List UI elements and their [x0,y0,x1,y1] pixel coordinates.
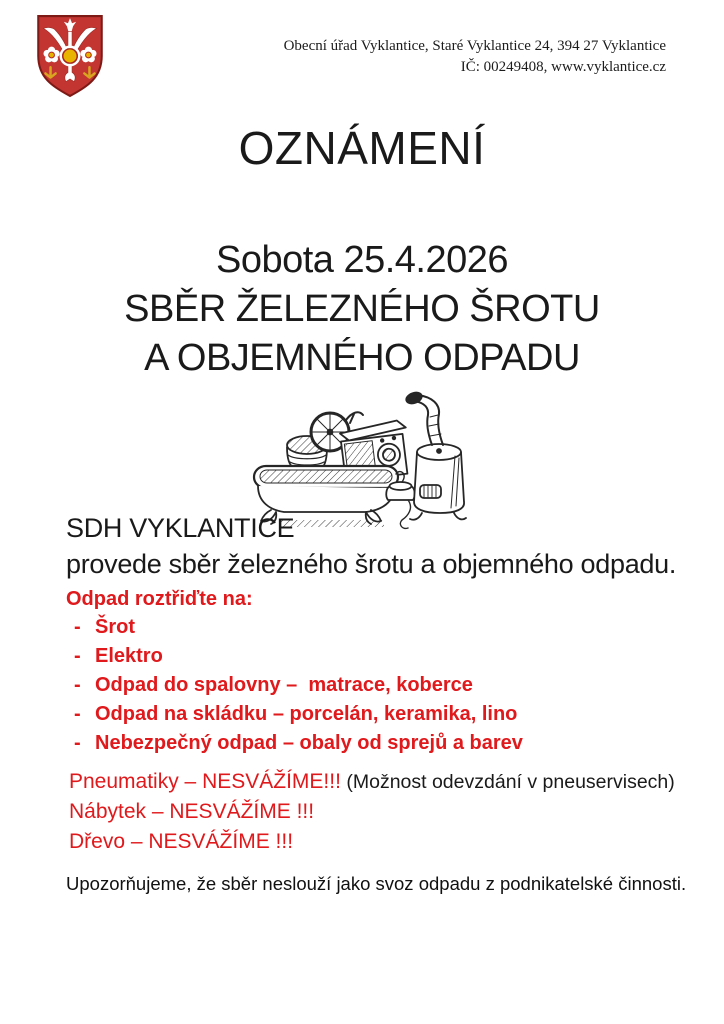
business-waste-note: Upozorňujeme, že sběr neslouží jako svoz odpadu z podnikatelské činnosti. [66,873,687,894]
bullet-dash: - [74,674,81,696]
organizer-name: SDH VYKLANTICE [66,513,295,543]
exclusion-line [69,797,696,827]
list-item [66,729,696,758]
bullet-dash: - [74,645,81,667]
exclusion-note: (Možnost odevzdání v pneuservisech) [340,771,675,793]
list-item [66,700,696,729]
bullet-dash: - [74,732,81,754]
exclusion-text: Pneumatiky – NESVÁŽÍME!!! [69,770,341,793]
exclusion-line [69,827,696,857]
list-item-label: Nebezpečný odpad – obaly od sprejů a barev [95,732,523,754]
exclusions-block [66,767,696,857]
announcement-body [66,510,696,897]
office-address-line2: IČ: 00249408, www.vyklantice.cz [460,59,666,75]
exclusion-text: Nábytek – NESVÁŽÍME !!! [69,800,315,823]
list-item-label: Šrot [95,616,135,638]
exclusion-line [69,767,696,797]
list-item [66,642,696,671]
sorting-header: Odpad roztřiďte na: [66,588,253,610]
action-description: provede sběr železného šrotu a objemného odpadu. [66,549,677,579]
exclusion-text: Dřevo – NESVÁŽÍME !!! [69,830,294,853]
office-address-line1: Obecní úřad Vyklantice, Staré Vyklantice 24, 394 27 Vyklantice [283,38,666,54]
event-heading-line2: A OBJEMNÉHO ODPADU [144,337,580,379]
list-item-label: Odpad do spalovny – matrace, koberce [95,674,473,696]
event-heading [0,236,724,383]
list-item-label: Elektro [95,645,163,667]
bullet-dash: - [74,616,81,638]
bullet-dash: - [74,703,81,725]
list-item [66,671,696,700]
page-title: OZNÁMENÍ [238,122,486,174]
event-date: Sobota 25.4.2026 [215,239,509,281]
list-item-label: Odpad na skládku – porcelán, keramika, lino [95,703,518,725]
coat-of-arms-icon [34,13,106,99]
sorting-list [66,613,696,758]
office-address [246,36,666,78]
list-item [66,613,696,642]
event-heading-line1: SBĚR ŽELEZNÉHO ŠROTU [124,288,600,330]
